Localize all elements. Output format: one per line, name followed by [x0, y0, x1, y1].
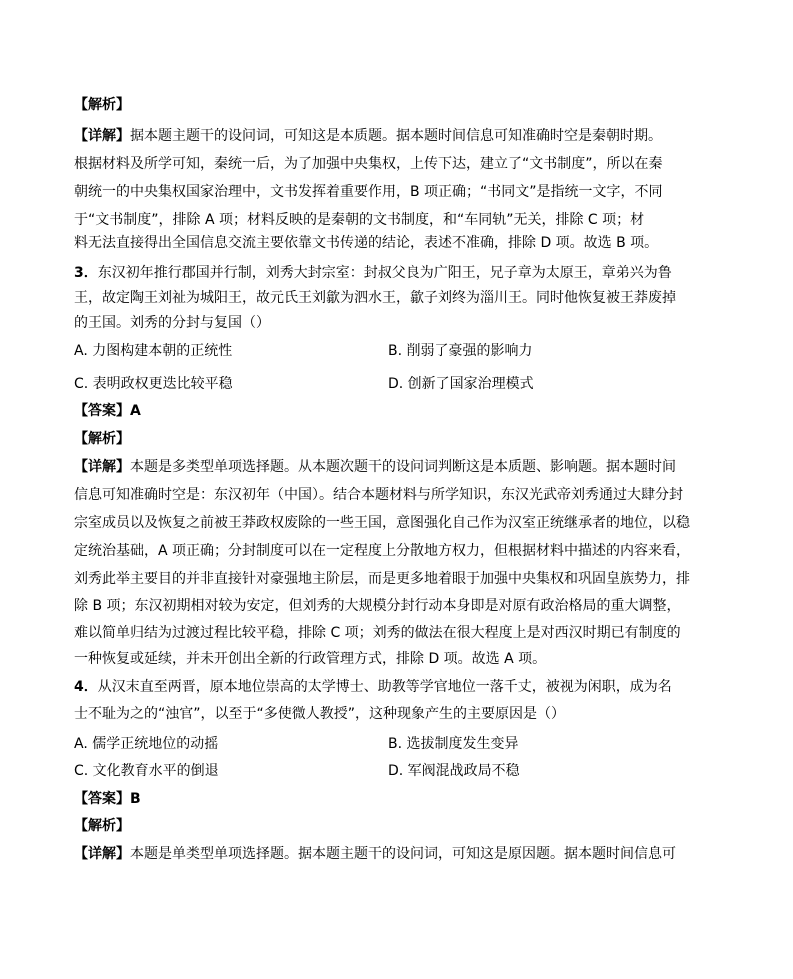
- detail-label: 【详解】: [74, 128, 130, 144]
- analysis-heading: [74, 428, 722, 450]
- question-stem-text: 东汉初年推行郡国并行制，刘秀大封宗室：封叔父良为广阳王，兄子章为太原王，章弟兴为鲁: [97, 265, 672, 281]
- analysis-heading: [74, 94, 722, 116]
- option-d: D. 创新了国家治理模式: [388, 376, 534, 392]
- explanation-line: [74, 125, 722, 147]
- explanation-line: 难以简单归结为过渡过程比较平稳，排除 C 项；刘秀的做法在很大程度上是对西汉时期已有制度的: [74, 625, 681, 641]
- explanation-line: 料无法直接得出全国信息交流主要依靠文书传递的结论，表述不准确，排除 D 项。故选 B 项。: [74, 235, 659, 251]
- explanation-text: 本题是多类型单项选择题。从本题次题干的设问词判断这是本质题、影响题。据本题时间: [130, 459, 676, 475]
- explanation-line: [74, 456, 722, 478]
- answer-value: A: [130, 403, 141, 419]
- explanation-line: 信息可知准确时空是：东汉初年（中国）。结合本题材料与所学知识，东汉光武帝刘秀通过大肆分封: [74, 487, 683, 503]
- question-stem-text: 从汉末直至两晋，原本地位崇高的太学博士、助教等学官地位一落千丈，被视为闲职，成为名: [97, 679, 672, 695]
- explanation-line: 朝统一的中央集权国家治理中，文书发挥着重要作用，B 项正确；“书同文”是指统一文字，不同: [74, 184, 663, 200]
- explanation-line: [74, 843, 722, 865]
- option-d: D. 军阀混战政局不稳: [388, 763, 520, 779]
- analysis-heading-label: 【解析】: [74, 431, 130, 447]
- detail-label: 【详解】: [74, 846, 130, 862]
- answer-line: [74, 788, 722, 810]
- option-b: B. 选拔制度发生变异: [388, 736, 519, 752]
- question-stem-line: [74, 262, 722, 284]
- analysis-heading-label: 【解析】: [74, 818, 130, 834]
- explanation-line: 宗室成员以及恢复之前被王莽政权废除的一些王国，意图强化自己作为汉室正统继承者的地位，以稳: [74, 515, 690, 531]
- analysis-heading-label: 【解析】: [74, 97, 130, 113]
- option-c: C. 表明政权更迭比较平稳: [74, 376, 233, 392]
- explanation-text: 据本题主题干的设问词，可知这是本质题。据本题时间信息可知准确时空是秦朝时期。: [130, 128, 662, 144]
- explanation-line: 根据材料及所学可知，秦统一后，为了加强中央集权，上传下达，建立了“文书制度”，所以在秦: [74, 156, 663, 172]
- answer-label: 【答案】: [74, 791, 130, 807]
- question-stem-line: 王，故定陶王刘祉为城阳王，故元氏王刘歙为泗水王，歙子刘终为淄川王。同时他恢复被王莽废掉: [74, 290, 676, 306]
- explanation-line: 除 B 项；东汉初期相对较为安定，但刘秀的大规模分封行动本身即是对原有政治格局的重大调整，: [74, 598, 681, 614]
- detail-label: 【详解】: [74, 459, 130, 475]
- question-number: 4．: [74, 679, 98, 695]
- question-number: 3．: [74, 265, 98, 281]
- option-c: C. 文化教育水平的倒退: [74, 763, 219, 779]
- answer-label: 【答案】: [74, 403, 130, 419]
- explanation-line: 刘秀此举主要目的并非直接针对豪强地主阶层，而是更多地着眼于加强中央集权和巩固皇族势力，排: [74, 571, 690, 587]
- analysis-heading: [74, 815, 722, 837]
- option-a: A. 儒学正统地位的动摇: [74, 736, 219, 752]
- explanation-line: 一种恢复或延续，并未开创出全新的行政管理方式，排除 D 项。故选 A 项。: [74, 651, 547, 667]
- question-stem-line: [74, 676, 722, 698]
- explanation-text: 本题是单类型单项选择题。据本题主题干的设问词，可知这是原因题。据本题时间信息可: [130, 846, 676, 862]
- option-b: B. 削弱了豪强的影响力: [388, 343, 533, 359]
- option-a: A. 力图构建本朝的正统性: [74, 343, 233, 359]
- explanation-line: 于“文书制度”，排除 A 项；材料反映的是秦朝的文书制度，和“车同轨”无关，排除 C 项；材: [74, 212, 645, 228]
- question-stem-line: 的王国。刘秀的分封与复国（）: [74, 315, 270, 331]
- question-stem-line: 士不耻为之的“浊官”，以至于“多使微人教授”，这种现象产生的主要原因是（）: [74, 706, 566, 722]
- answer-value: B: [130, 791, 141, 807]
- explanation-line: 定统治基础，A 项正确；分封制度可以在一定程度上分散地方权力，但根据材料中描述的内容来看，: [74, 543, 691, 559]
- answer-line: [74, 400, 722, 422]
